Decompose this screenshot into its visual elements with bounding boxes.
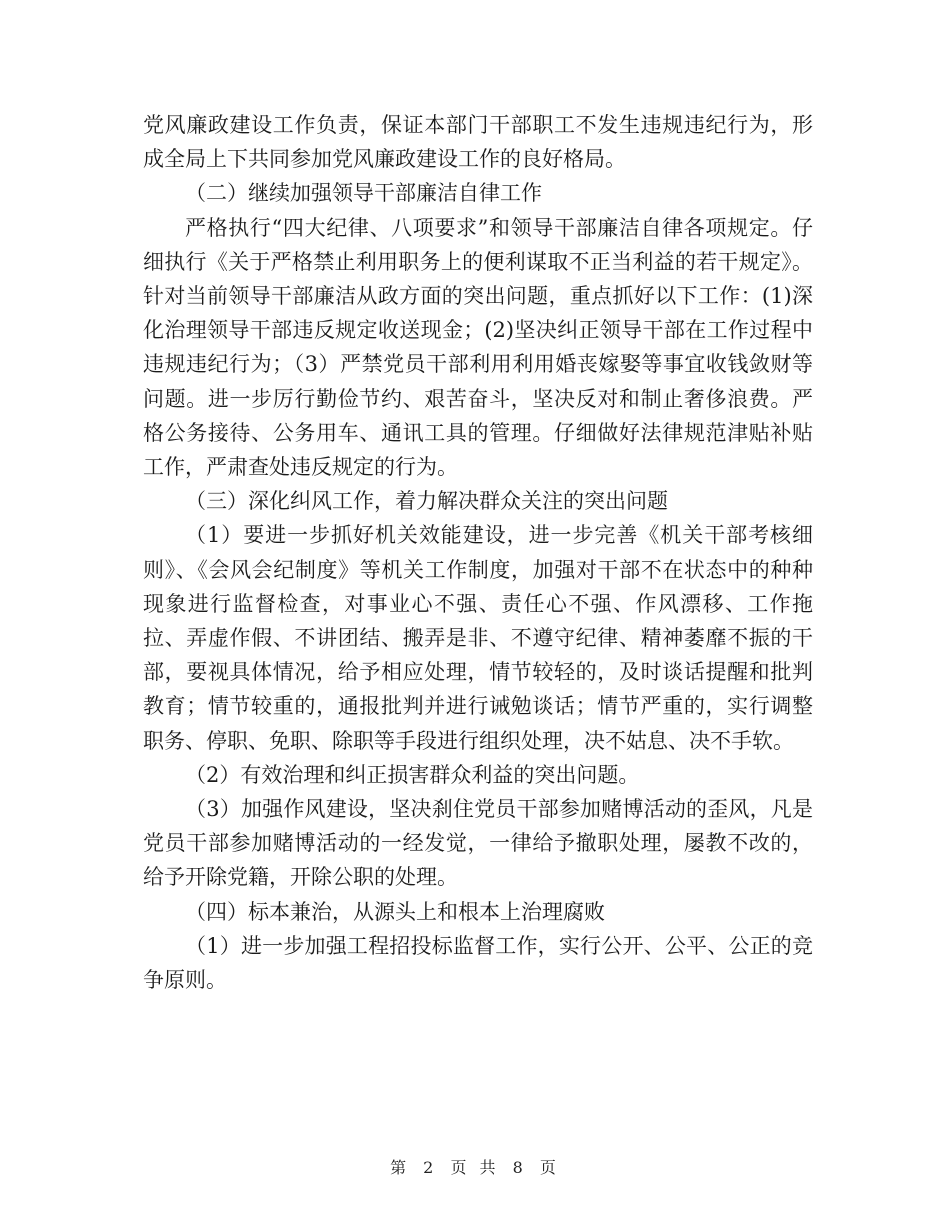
page-footer (0, 1155, 950, 1178)
total-pages-number: 8 (512, 1158, 527, 1177)
section-heading-2: （二）继续加强领导干部廉洁自律工作 (185, 181, 542, 206)
footer-suffix: 页 (539, 1158, 560, 1177)
paragraph-self-discipline: 严格执行“四大纪律、八项要求”和领导干部廉洁自律各项规定。仔细执行《关于严格禁止利用职务上的便利谋取不正当利益的若干规定》。针对当前领导干部廉洁从政方面的突出问题，重点抓好以下工作：(1)深化治理领导干部违反规定收送现金；(2)坚决纠正领导干部在工作过程中违规违纪行为；（3）严禁党员干部利用利用婚丧嫁娶等事宜收钱敛财等问题。进一步厉行勤俭节约、艰苦奋斗，坚决反对和制止奢侈浪费。严格公务接待、公务用车、通讯工具的管理。仔细做好法律规范津贴补贴工作，严肃查处违反规定的行为。 (143, 215, 813, 480)
paragraph-continuation: 党风廉政建设工作负责，保证本部门干部职工不发生违规违纪行为，形成全局上下共同参加党风廉政建设工作的良好格局。 (143, 113, 813, 172)
current-page-number: 2 (423, 1158, 438, 1177)
paragraph-bidding: （1）进一步加强工程招投标监督工作，实行公开、公平、公正的竞争原则。 (143, 933, 813, 993)
footer-prefix: 第 (390, 1158, 411, 1177)
footer-middle: 页 共 (450, 1158, 500, 1177)
section-heading-4: （四）标本兼治，从源头上和根本上治理腐败 (185, 899, 605, 924)
paragraph-item-2: （2）有效治理和纠正损害群众利益的突出问题。 (185, 762, 640, 787)
paragraph-item-3: （3）加强作风建设，坚决刹住党员干部参加赌博活动的歪风，凡是党员干部参加赌博活动的一经发觉，一律给予撤职处理，屡教不改的，给予开除党籍，开除公职的处理。 (143, 797, 813, 890)
section-heading-3: （三）深化纠风工作，着力解决群众关注的突出问题 (185, 489, 668, 514)
paragraph-efficiency: （1）要进一步抓好机关效能建设，进一步完善《机关干部考核细则》、《会风会纪制度》等机关工作制度，加强对干部不在状态中的种种现象进行监督检查，对事业心不强、责任心不强、作风漂移、工作拖拉、弄虚作假、不讲团结、搬弄是非、不遵守纪律、精神萎靡不振的干部，要视具体情况，给予相应处理，情节较轻的，及时谈话提醒和批判教育；情节较重的，通报批判并进行诫勉谈话；情节严重的，实行调整职务、停职、免职、除职等手段进行组织处理，决不姑息、决不手软。 (143, 523, 813, 753)
document-body (143, 108, 813, 997)
